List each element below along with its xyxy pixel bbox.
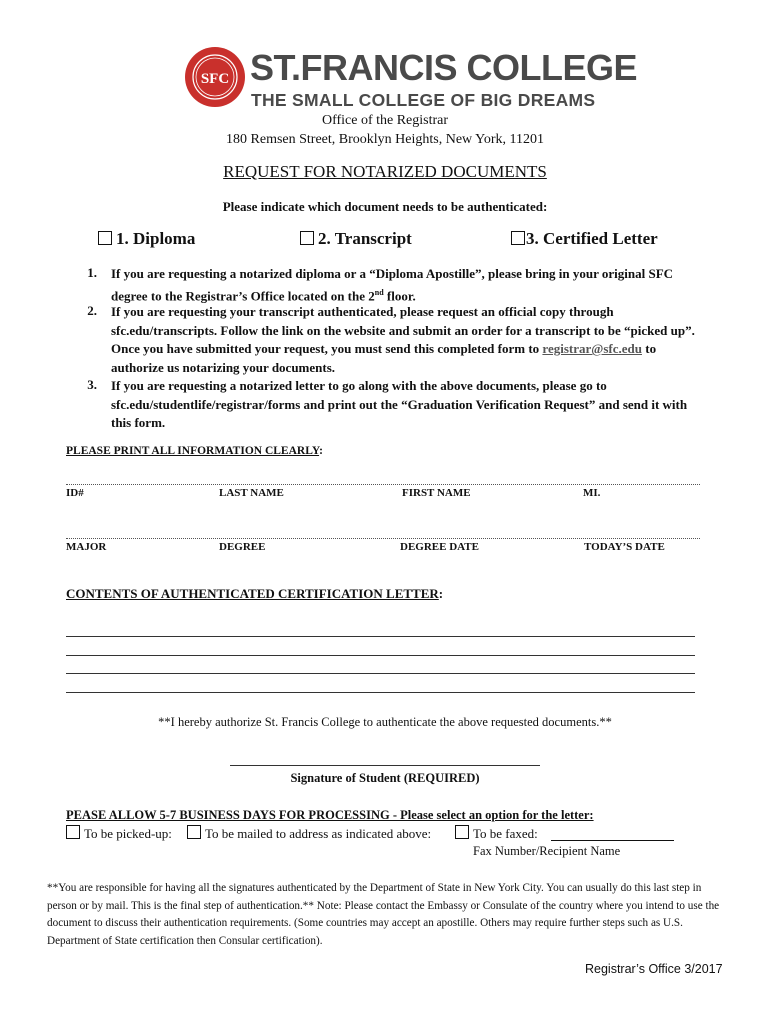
authorization-statement: **I hereby authorize St. Francis College to authenticate the above requested documents.** (158, 715, 612, 729)
fax-caption: Fax Number/Recipient Name (473, 844, 621, 858)
list-number: 3. (87, 377, 97, 392)
list-item-sup: nd (374, 287, 384, 297)
print-clearly-heading: PLEASE PRINT ALL INFORMATION CLEARLY: (66, 445, 323, 457)
pickup-label: To be picked-up: (84, 826, 172, 841)
faxed-checkbox[interactable] (455, 825, 469, 839)
field-label-major: MAJOR (66, 541, 107, 553)
option-transcript-label: 2. Transcript (318, 229, 412, 248)
footnote: **You are responsible for having all the signatures authenticated by the Department of State in New York City. You can usually do this last step in person or by mail. This is the final step of authentication.** Note: Please contact the Embassy or Consulate of the country where you intend to use the document to discuss their authentication requirements. (Some countries may accept an apostille. Others may require further steps such as U.S. Department of State certification then Consular certification). (47, 882, 720, 947)
form-instruction: Please indicate which document needs to be authenticated: (222, 199, 548, 214)
office-address: 180 Remsen Street, Brooklyn Heights, New York, 11201 (226, 132, 544, 147)
list-item-text-end: floor. (383, 287, 416, 303)
field-label-id: ID# (66, 487, 84, 499)
revision-label: Registrar’s Office 3/2017 (585, 962, 723, 976)
mailed-checkbox[interactable] (187, 825, 201, 839)
list-number: 1. (87, 265, 97, 280)
college-tagline: THE SMALL COLLEGE OF BIG DREAMS (251, 90, 596, 110)
signature-line[interactable] (230, 765, 540, 766)
option-certified-letter-label: 3. Certified Letter (526, 229, 658, 248)
delivery-faxed[interactable] (455, 825, 538, 842)
registrar-email-link[interactable]: registrar@sfc.edu (542, 341, 642, 356)
contents-line-4[interactable] (66, 692, 695, 693)
option-diploma-label: 1. Diploma (116, 229, 196, 248)
delivery-pickup[interactable] (66, 825, 172, 842)
mailed-label: To be mailed to address as indicated above: (205, 826, 432, 841)
list-item-text: If you are requesting a notarized letter to go along with the above documents, please go to sfc.edu/studentlife/registrar/forms and print out the “Graduation Verification Request” and send it with this form. (111, 378, 688, 430)
certified-letter-checkbox[interactable] (511, 231, 525, 245)
pickup-checkbox[interactable] (66, 825, 80, 839)
field-label-first-name: FIRST NAME (402, 487, 471, 499)
field-label-degree: DEGREE (219, 541, 266, 553)
print-clearly-text: PLEASE PRINT ALL INFORMATION CLEARLY (66, 445, 320, 457)
transcript-checkbox[interactable] (300, 231, 314, 245)
contents-line-1[interactable] (66, 636, 695, 637)
college-name: ST.FRANCIS COLLEGE (250, 47, 638, 88)
field-label-degree-date: DEGREE DATE (400, 541, 479, 553)
college-logo (184, 44, 638, 114)
contents-line-3[interactable] (66, 673, 695, 674)
delivery-mailed[interactable] (187, 825, 431, 842)
contents-line-2[interactable] (66, 655, 695, 656)
fax-number-line[interactable] (551, 840, 674, 841)
faxed-label: To be faxed: (473, 826, 538, 841)
field-label-mi: MI. (583, 487, 601, 499)
signature-label: Signature of Student (REQUIRED) (290, 771, 480, 785)
option-diploma[interactable] (98, 229, 195, 249)
list-item-text: If you are requesting your transcript authenticated, please request an official copy through sfc.edu/transcripts. Follow the link on the website and submit an order for a transcript to be “picked up”. Once you have submitted your request, you must send this completed form to (111, 304, 695, 356)
logo-badge-text: SFC (200, 71, 230, 87)
form-title: REQUEST FOR NOTARIZED DOCUMENTS (223, 162, 547, 181)
contents-heading: CONTENTS OF AUTHENTICATED CERTIFICATION LETTER: (66, 586, 444, 601)
contents-heading-text: CONTENTS OF AUTHENTICATED CERTIFICATION LETTER (66, 586, 439, 601)
list-item (111, 265, 706, 305)
list-number: 2. (87, 303, 97, 318)
option-transcript[interactable] (300, 229, 412, 249)
field-row2-input-line[interactable] (66, 538, 700, 539)
office-name: Office of the Registrar (321, 113, 449, 128)
field-label-todays-date: TODAY’S DATE (584, 541, 665, 553)
list-item-text: If you are requesting a notarized diploma or a “Diploma Apostille”, please bring in your original SFC degree to the Registrar’s Office located on the 2 (111, 266, 674, 303)
field-row1-input-line[interactable] (66, 484, 700, 485)
field-label-last-name: LAST NAME (219, 487, 284, 499)
option-certified-letter[interactable] (511, 229, 658, 249)
diploma-checkbox[interactable] (98, 231, 112, 245)
sfc-seal-icon (184, 46, 246, 108)
list-item-text-end: to authorize us notarizing your documents. (111, 341, 657, 375)
processing-heading: PEASE ALLOW 5-7 BUSINESS DAYS FOR PROCESSING - Please select an option for the letter: (66, 808, 594, 822)
list-item (111, 303, 709, 377)
list-item (111, 377, 709, 433)
